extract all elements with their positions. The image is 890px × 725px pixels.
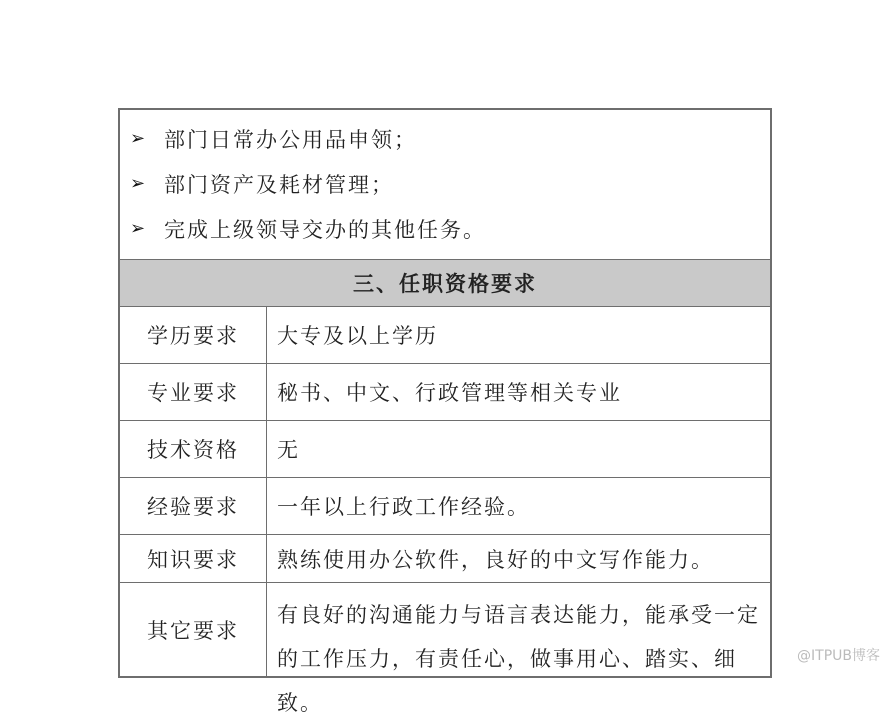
row-value: 一年以上行政工作经验。 <box>277 495 530 519</box>
arrow-bullet-icon: ➢ <box>130 173 148 194</box>
section-header: 三、任职资格要求 <box>120 260 770 307</box>
watermark: @ITPUB博客 <box>797 648 880 664</box>
table-row <box>120 364 770 421</box>
job-requirements-table <box>118 108 772 715</box>
row-label: 经验要求 <box>120 478 267 534</box>
list-item-text: 部门日常办公用品申领； <box>164 127 417 152</box>
row-label: 学历要求 <box>120 307 267 363</box>
row-value: 有良好的沟通能力与语言表达能力，能承受一定的工作压力，有责任心，做事用心、踏实、细致。 <box>277 603 760 715</box>
list-item-text: 部门资产及耗材管理； <box>164 172 394 197</box>
table-row <box>120 421 770 478</box>
table-row <box>120 535 770 583</box>
row-value: 无 <box>277 438 300 462</box>
row-label: 其它要求 <box>120 583 267 676</box>
list-item-text: 完成上级领导交办的其他任务。 <box>164 217 486 242</box>
arrow-bullet-icon: ➢ <box>130 218 148 239</box>
list-item <box>130 116 770 161</box>
row-value: 秘书、中文、行政管理等相关专业 <box>277 381 622 405</box>
row-label: 知识要求 <box>120 535 267 582</box>
arrow-bullet-icon: ➢ <box>130 128 148 149</box>
row-label: 技术资格 <box>120 421 267 477</box>
table-row <box>120 307 770 364</box>
table-row <box>120 478 770 535</box>
row-value: 熟练使用办公软件，良好的中文写作能力。 <box>277 547 714 572</box>
list-item <box>130 161 770 206</box>
row-label: 专业要求 <box>120 364 267 420</box>
duties-list <box>120 110 770 260</box>
table-row <box>120 583 770 715</box>
row-value: 大专及以上学历 <box>277 324 438 348</box>
list-item <box>130 206 770 251</box>
